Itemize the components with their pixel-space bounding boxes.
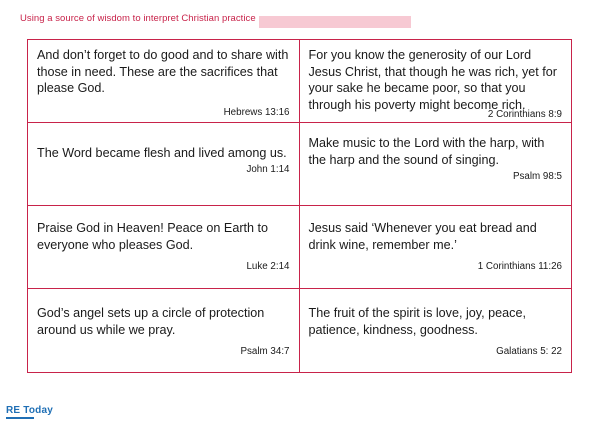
quote-reference: Galatians 5: 22 — [496, 346, 562, 357]
quote-reference: Hebrews 13:16 — [223, 107, 290, 118]
quote-reference: Psalm 98:5 — [512, 171, 562, 182]
logo-underline — [6, 417, 34, 419]
quote-reference: 2 Corinthians 8:9 — [487, 109, 562, 120]
quote-text: Make music to the Lord with the harp, with the harp and the sound of singing. — [308, 136, 545, 167]
quote-card — [300, 40, 572, 123]
quote-text: The Word became flesh and lived among us. — [37, 146, 287, 160]
quote-text: And don’t forget to do good and to share with those in need. These are the sacrifices that please God. — [37, 48, 289, 95]
header-accent-bar — [259, 16, 411, 28]
quote-reference: 1 Corinthians 11:26 — [477, 261, 562, 272]
quote-text: For you know the generosity of our Lord Jesus Christ, that though he was rich, yet for your sake he became poor, so that you through his poverty might become rich. — [308, 48, 557, 112]
quote-card — [300, 289, 572, 372]
quote-text: God’s angel sets up a circle of protection around us while we pray. — [37, 306, 265, 337]
quote-card — [28, 289, 300, 372]
quote-card-grid — [27, 39, 572, 373]
quote-text: Jesus said ‘Whenever you eat bread and drink wine, remember me.’ — [308, 221, 537, 252]
quote-text: The fruit of the spirit is love, joy, peace, patience, kindness, goodness. — [308, 306, 526, 337]
quote-reference: John 1:14 — [246, 164, 290, 175]
quote-card — [300, 123, 572, 206]
quote-card — [300, 206, 572, 289]
quote-reference: Luke 2:14 — [246, 261, 290, 272]
quote-card — [28, 40, 300, 123]
page-header — [20, 11, 256, 25]
re-today-logo: RE Today — [6, 405, 53, 416]
page-title: Using a source of wisdom to interpret Christian practice — [20, 12, 256, 24]
quote-card — [28, 123, 300, 206]
quote-reference: Psalm 34:7 — [240, 346, 290, 357]
quote-text: Praise God in Heaven! Peace on Earth to everyone who pleases God. — [37, 221, 269, 252]
quote-card — [28, 206, 300, 289]
